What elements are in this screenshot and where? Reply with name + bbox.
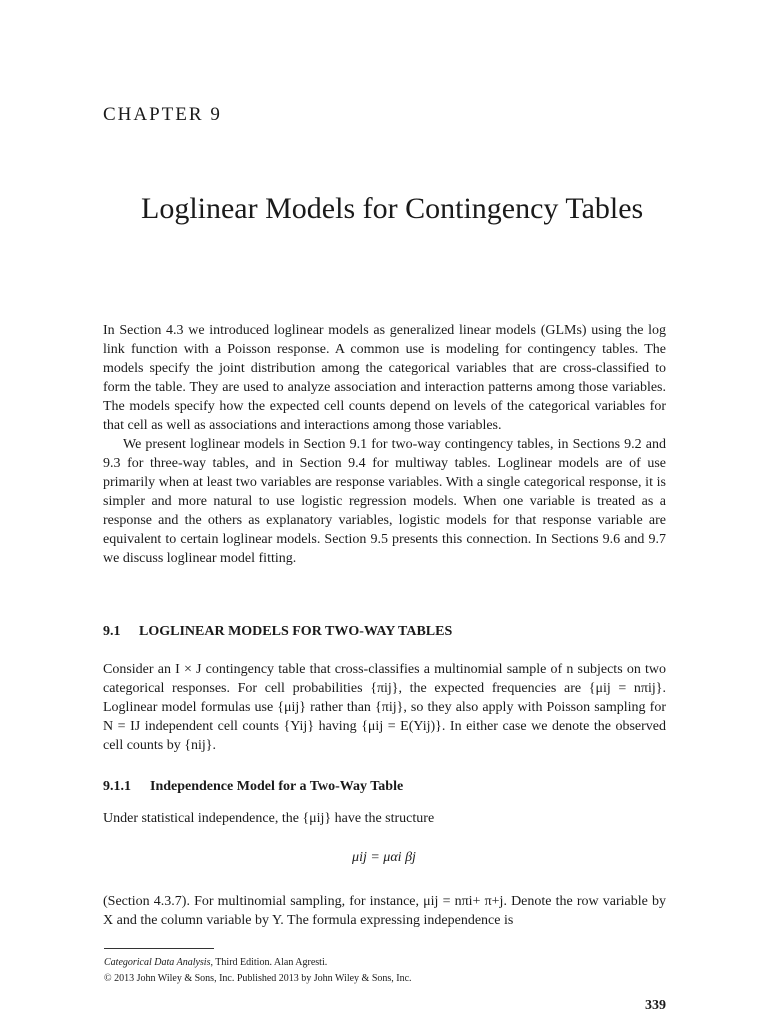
intro-paragraph-2: We present loglinear models in Section 9.1 for two-way contingency tables, in Sections 9.2 and 9.3 for three-way tables, and in Section 9.4 for multiway tables. Loglinear models are of use primarily when at least two variables are response variables. With a single categorical response, it is simpler and more natural to use logistic regression models. When one variable is treated as a response and the others as explanatory variables, logistic models for that response variable are equivalent to certain loglinear models. Section 9.5 presents this connection. In Sections 9.6 and 9.7 we discuss loglinear model fitting. xyxy=(103,437,666,566)
subsection-heading xyxy=(103,779,403,795)
footnote-copyright: © 2013 John Wiley & Sons, Inc. Published 2013 by John Wiley & Sons, Inc. xyxy=(104,973,412,984)
page-number: 339 xyxy=(645,998,666,1013)
subsection-title: Independence Model for a Two-Way Table xyxy=(150,779,404,794)
footnote-citation xyxy=(104,955,412,971)
chapter-title: Loglinear Models for Contingency Tables xyxy=(141,192,644,225)
independence-equation: μij = μαi βj xyxy=(352,850,416,865)
section-title: LOGLINEAR MODELS FOR TWO-WAY TABLES xyxy=(139,624,453,639)
footnote-edition-author: , Third Edition. Alan Agresti. xyxy=(210,957,328,968)
subsection-text-continued xyxy=(103,892,666,930)
footnote-divider xyxy=(104,948,214,949)
intro-text xyxy=(103,321,666,568)
subsection-text xyxy=(103,809,666,828)
subsection-number: 9.1.1 xyxy=(103,779,131,794)
footnote-book-title: Categorical Data Analysis xyxy=(104,957,211,968)
footnote xyxy=(104,955,412,987)
section-number: 9.1 xyxy=(103,624,121,639)
section-text xyxy=(103,660,666,755)
subsection-paragraph-after: (Section 4.3.7). For multinomial sampling, for instance, μij = nπi+ π+j. Denote the row variable by X and the column variable by Y. The formula expressing independence is xyxy=(103,894,666,928)
section-heading xyxy=(103,624,452,640)
intro-paragraph-1: In Section 4.3 we introduced loglinear models as generalized linear models (GLMs) using the log link function with a Poisson response. A common use is modeling for contingency tables. The models specify the joint distribution among the categorical variables that are cross-classified to form the table. They are used to analyze association and interaction patterns among those variables. The models specify how the expected cell counts depend on levels of the categorical variables for that cell as well as associations and interactions among those variables. xyxy=(103,323,666,433)
chapter-label: CHAPTER 9 xyxy=(103,104,222,125)
section-paragraph: Consider an I × J contingency table that cross-classifies a multinomial sample of n subjects on two categorical responses. For cell probabilities {πij}, the expected frequencies are {μij = nπij}. Loglinear model formulas use {μij} rather than {πij}, so they also apply with Poisson sampling for N = IJ independent cell counts {Yij} having {μij = E(Yij)}. In either case we denote the observed cell counts by {nij}. xyxy=(103,662,666,753)
subsection-paragraph: Under statistical independence, the {μij} have the structure xyxy=(103,811,435,826)
